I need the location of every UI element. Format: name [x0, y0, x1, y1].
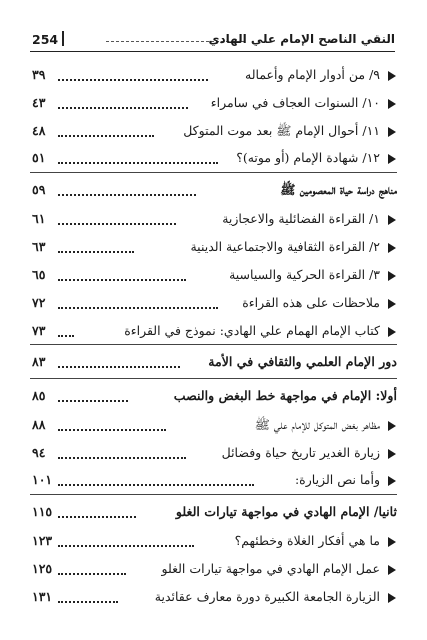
bullet-icon — [388, 154, 396, 164]
dot-leader — [58, 335, 74, 337]
toc-entry-title: ٩/ من أدوار الإمام وأعماله — [245, 67, 380, 82]
toc-entry — [30, 556, 397, 584]
toc-entry — [30, 528, 397, 556]
toc-page-number: ٦١ — [32, 211, 46, 227]
toc-section-entry — [30, 349, 397, 378]
dot-leader — [58, 400, 128, 402]
toc-page-number: ٨٥ — [32, 387, 46, 403]
table-of-contents — [30, 62, 397, 612]
bullet-icon — [388, 327, 396, 337]
dot-leader — [58, 484, 254, 486]
toc-page-number: ٤٨ — [32, 122, 46, 138]
running-header — [30, 31, 395, 52]
dot-leader — [58, 223, 176, 225]
section-divider — [30, 494, 397, 495]
toc-entry — [30, 90, 397, 118]
toc-entry — [30, 290, 397, 318]
toc-page-number: ١٢٥ — [32, 561, 53, 577]
toc-entry — [30, 118, 397, 146]
section-divider — [30, 378, 397, 379]
dot-leader — [58, 107, 188, 109]
toc-entry-title: أولا: الإمام في مواجهة خط البغض والنصب — [173, 387, 397, 403]
toc-entry-title: ٢/ القراءة الثقافية والاجتماعية الدينية — [190, 239, 380, 255]
bullet-icon — [388, 299, 396, 309]
toc-entry — [30, 262, 397, 290]
toc-entry — [30, 584, 397, 612]
toc-page-number: ٣٩ — [32, 67, 46, 82]
toc-entry-title: الزيارة الجامعة الكبيرة دورة معارف عقائدية — [154, 588, 380, 604]
toc-page-number: ٤٣ — [32, 94, 46, 110]
toc-entry-title: ملاحظات على هذه القراءة — [242, 294, 380, 310]
toc-page-number: ١١٥ — [32, 504, 53, 520]
toc-entry-title: وأما نص الزيارة: — [294, 472, 380, 488]
toc-entry — [30, 318, 397, 346]
header-separator — [62, 31, 64, 46]
toc-page-number: ٧٢ — [32, 294, 46, 310]
toc-page-number: ٥٩ — [32, 182, 46, 198]
toc-page-number: ٦٣ — [32, 239, 46, 255]
bullet-icon — [388, 593, 396, 603]
toc-section-entry — [30, 383, 397, 412]
toc-entry-title: زيارة الغدير تاريخ حياة وفضائل — [221, 444, 380, 460]
section-divider — [30, 344, 397, 345]
toc-entry — [30, 440, 397, 468]
dot-leader — [58, 545, 194, 547]
bullet-icon — [388, 71, 396, 81]
dot-leader — [58, 162, 218, 164]
toc-page-number: ٨٣ — [32, 354, 46, 370]
bullet-icon — [388, 243, 396, 253]
toc-entry-title: ١٠/ السنوات العجاف في سامراء — [210, 94, 380, 110]
toc-entry — [30, 62, 397, 90]
toc-entry-title: عمل الإمام الهادي في مواجهة تيارات الغلو — [161, 561, 380, 577]
toc-entry-title: ٣/ القراءة الحركية والسياسية — [229, 266, 380, 282]
bullet-icon — [388, 127, 396, 137]
toc-page-number: ١٣١ — [32, 588, 53, 604]
page-number: 254 — [32, 32, 59, 47]
toc-entry — [30, 412, 397, 440]
toc-page-number: ٨٨ — [32, 416, 46, 432]
toc-entry-title: ١٢/ شهادة الإمام (أو موته)؟ — [236, 150, 380, 166]
toc-entry-title: دور الإمام العلمي والثقافي في الأمة — [208, 354, 397, 370]
toc-entry — [30, 206, 397, 234]
toc-page-number: ١٠١ — [32, 472, 53, 488]
toc-page-number: ٧٣ — [32, 322, 46, 338]
toc-entry-title: كتاب الإمام الهمام علي الهادي: نموذج في القراءة — [124, 322, 380, 338]
toc-section-entry — [30, 499, 397, 528]
dot-leader — [58, 366, 180, 368]
toc-section-entry — [30, 177, 397, 206]
bullet-icon — [388, 476, 396, 486]
dot-leader — [58, 279, 186, 281]
toc-entry-title: ثانيا/ الإمام الهادي في مواجهة تيارات الغلو — [175, 504, 397, 520]
bullet-icon — [388, 449, 396, 459]
toc-entry — [30, 467, 397, 495]
bullet-icon — [388, 99, 396, 109]
running-title: النقي الناصح الإمام علي الهادي — [208, 32, 395, 46]
bullet-icon — [388, 565, 396, 575]
dot-leader — [58, 457, 186, 459]
toc-entry-title: ١١/ أحوال الإمام ﷺ بعد موت المتوكل — [183, 122, 380, 138]
toc-entry-title: ما هي أفكار الغلاة وخطئهم؟ — [234, 533, 380, 549]
toc-page-number: ٦٥ — [32, 266, 46, 282]
toc-entry-title: مناهج دراسة حياة المعصومين ﷺ — [280, 182, 397, 198]
toc-page-number: ٥١ — [32, 150, 46, 166]
dot-leader — [58, 79, 208, 81]
section-divider — [30, 172, 397, 173]
dot-leader — [58, 601, 118, 603]
dot-leader — [58, 573, 126, 575]
bullet-icon — [388, 215, 396, 225]
dot-leader — [58, 194, 196, 196]
bullet-icon — [388, 537, 396, 547]
toc-entry — [30, 145, 397, 173]
dot-leader — [58, 429, 166, 431]
bullet-icon — [388, 421, 396, 431]
dot-leader — [58, 251, 134, 253]
dot-leader — [58, 516, 136, 518]
toc-page-number: ١٢٣ — [32, 533, 53, 549]
toc-page-number: ٩٤ — [32, 444, 46, 460]
bullet-icon — [388, 271, 396, 281]
toc-entry-title: مظاهر بغض المتوكل للإمام علي ﷺ — [254, 416, 380, 432]
toc-entry — [30, 234, 397, 262]
dot-leader — [58, 307, 218, 309]
dot-leader — [58, 135, 154, 137]
toc-entry-title: ١/ القراءة الفضائلية والاعجازية — [222, 211, 380, 227]
